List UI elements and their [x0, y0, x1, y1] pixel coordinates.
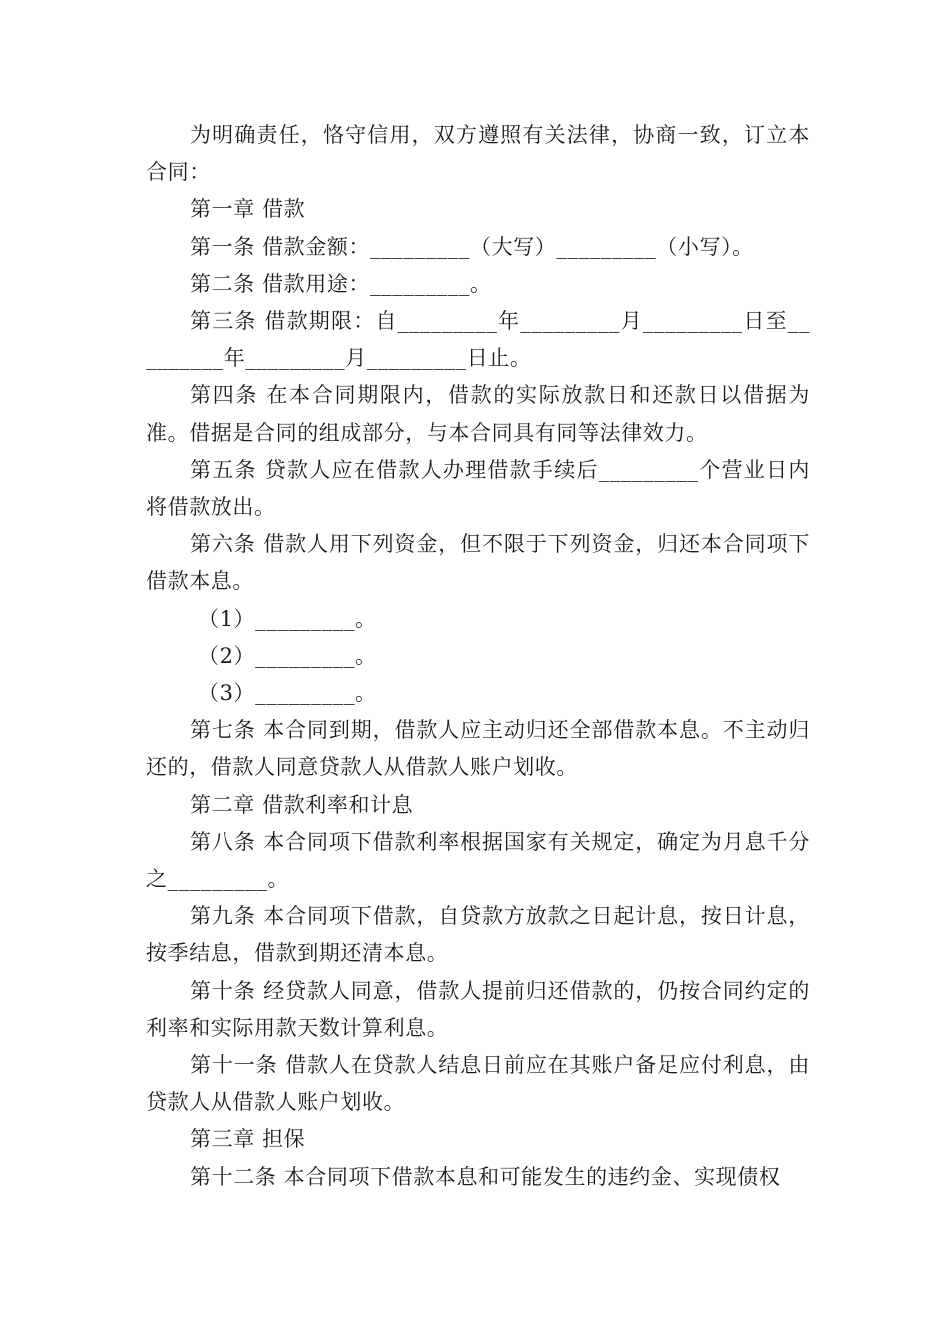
chapter-3-heading: 第三章 担保: [190, 1127, 306, 1152]
article-1-loan-amount: 第一条 借款金额：_________（大写）_________（小写）。: [190, 234, 754, 259]
article-10-early-repayment: 第十条 经贷款人同意，借款人提前归还借款的，仍按合同约定的利率和实际用款天数计算利息。: [146, 978, 810, 1040]
contract-body: [146, 117, 810, 1196]
article-6-repayment-sources: 第六条 借款人用下列资金，但不限于下列资金，归还本合同项下借款本息。: [146, 532, 810, 594]
chapter-1-heading: 第一章 借款: [190, 197, 306, 222]
repayment-source-item: （1）_________。: [198, 606, 377, 631]
article-2-loan-purpose: 第二条 借款用途：_________。: [190, 271, 492, 296]
article-4-disbursement: 第四条 在本合同期限内，借款的实际放款日和还款日以借据为准。借据是合同的组成部分，与本合同具有同等法律效力。: [146, 383, 810, 445]
preamble-paragraph: 为明确责任，恪守信用，双方遵照有关法律，协商一致，订立本合同：: [146, 123, 810, 185]
repayment-source-item: （3）_________。: [198, 681, 377, 706]
article-5-release: 第五条 贷款人应在借款人办理借款手续后_________个营业日内将借款放出。: [146, 457, 810, 520]
article-3-loan-term: 第三条 借款期限：自_________年_________月_________日至_________年_________月_________日止。: [146, 309, 810, 371]
article-11-interest-payment: 第十一条 借款人在贷款人结息日前应在其账户备足应付利息，由贷款人从借款人账户划收。: [146, 1053, 810, 1115]
article-7-maturity: 第七条 本合同到期，借款人应主动归还全部借款本息。不主动归还的，借款人同意贷款人从借款人账户划收。: [146, 718, 810, 780]
article-12-guarantee: 第十二条 本合同项下借款本息和可能发生的违约金、实现债权: [190, 1164, 781, 1189]
article-9-interest-calculation: 第九条 本合同项下借款，自贷款方放款之日起计息，按日计息，按季结息，借款到期还清本息。: [146, 904, 810, 966]
article-8-interest-rate: 第八条 本合同项下借款利率根据国家有关规定，确定为月息千分之_________。: [146, 829, 810, 892]
repayment-source-item: （2）_________。: [198, 643, 377, 668]
chapter-2-heading: 第二章 借款利率和计息: [190, 792, 414, 817]
